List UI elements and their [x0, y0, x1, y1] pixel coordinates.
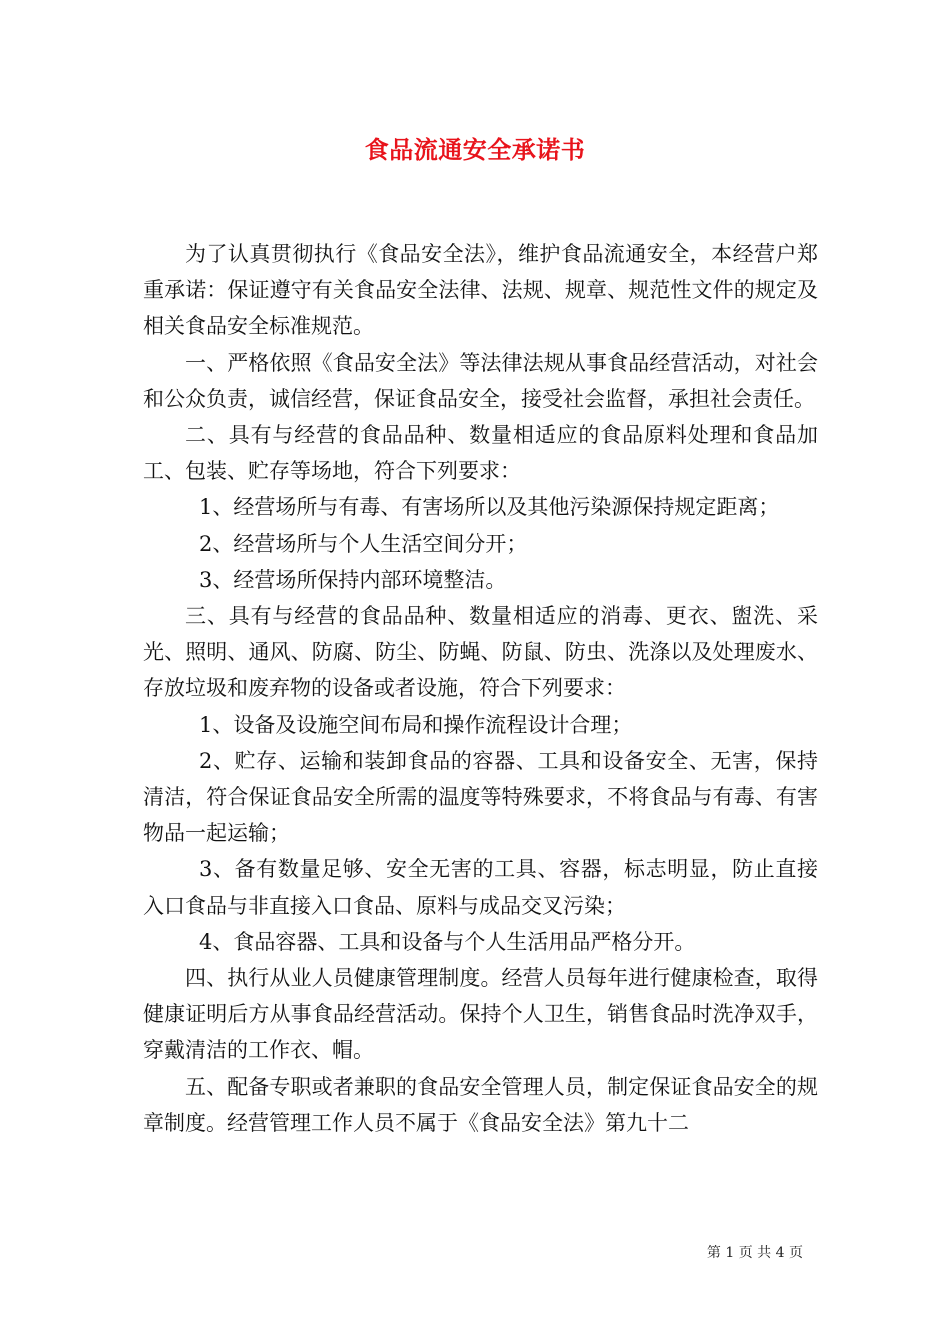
paragraph-clause-2-item-3: 3、经营场所保持内部环境整洁。: [199, 567, 507, 592]
paragraph-intro: 为了认真贯彻执行《食品安全法》，维护食品流通安全，本经营户郑重承诺：保证遵守有关食品安全法律、法规、规章、规范性文件的规定及相关食品安全标准规范。: [143, 242, 818, 339]
paragraph-clause-4: 四、执行从业人员健康管理制度。经营人员每年进行健康检查，取得健康证明后方从事食品经营活动。保持个人卫生，销售食品时洗净双手，穿戴清洁的工作衣、帽。: [143, 966, 818, 1063]
paragraph-clause-3-item-3: 3、备有数量足够、安全无害的工具、容器，标志明显，防止直接入口食品与非直接入口食品、原料与成品交叉污染；: [143, 857, 818, 918]
paragraph-clause-3-item-2: 2、贮存、运输和装卸食品的容器、工具和设备安全、无害，保持清洁，符合保证食品安全所需的温度等特殊要求，不将食品与有毒、有害物品一起运输；: [143, 748, 818, 846]
page-number: 第 1 页 共 4 页: [706, 1245, 803, 1261]
paragraph-clause-2-item-1: 1、经营场所与有毒、有害场所以及其他污染源保持规定距离；: [199, 495, 780, 520]
paragraph-clause-3-item-4: 4、食品容器、工具和设备与个人生活用品严格分开。: [199, 929, 696, 954]
document-body: [143, 236, 818, 1141]
paragraph-clause-3: 三、具有与经营的食品品种、数量相适应的消毒、更衣、盥洗、采光、照明、通风、防腐、防尘、防蝇、防鼠、防虫、洗涤以及处理废水、存放垃圾和废弃物的设备或者设施，符合下列要求：: [143, 604, 818, 701]
paragraph-clause-2: 二、具有与经营的食品品种、数量相适应的食品原料处理和食品加工、包装、贮存等场地，符合下列要求：: [143, 423, 818, 484]
paragraph-clause-1: 一、严格依照《食品安全法》等法律法规从事食品经营活动，对社会和公众负责，诚信经营，保证食品安全，接受社会监督，承担社会责任。: [143, 350, 818, 411]
paragraph-clause-2-item-2: 2、经营场所与个人生活空间分开；: [199, 531, 528, 556]
paragraph-clause-5: 五、配备专职或者兼职的食品安全管理人员，制定保证食品安全的规章制度。经营管理工作人员不属于《食品安全法》第九十二: [143, 1074, 818, 1135]
document-title: 食品流通安全承诺书: [364, 135, 586, 164]
paragraph-clause-3-item-1: 1、设备及设施空间布局和操作流程设计合理；: [199, 712, 633, 737]
